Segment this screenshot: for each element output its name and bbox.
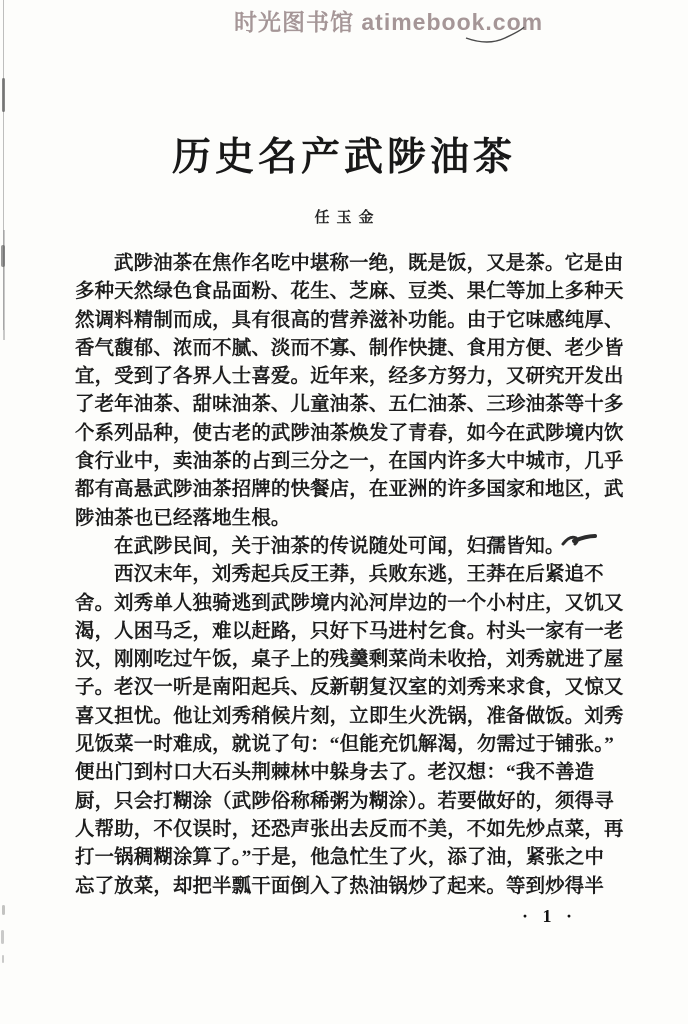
text-line: 多种天然绿色食品面粉、花生、芝麻、豆类、果仁等加上多种天 — [75, 281, 624, 303]
text-line: 在武陟民间，关于油茶的传说随处可闻，妇孺皆知。 — [114, 535, 565, 557]
text-line: 子。老汉一听是南阳起兵、反新朝复汉室的刘秀来求食，又惊又 — [75, 677, 624, 699]
text-line: 香气馥郁、浓而不腻、淡而不寡、制作快捷、食用方便、老少皆 — [75, 337, 624, 359]
text-line: 打一锅稠糊涂算了。”于是，他急忙生了火，添了油，紧张之中 — [75, 847, 605, 869]
text-line: 忘了放菜，却把半瓢干面倒入了热油锅炒了起来。等到炒得半 — [75, 875, 604, 897]
text-line: 食行业中，卖油茶的占到三分之一，在国内许多大中城市，几乎 — [75, 451, 624, 473]
scan-blot — [2, 905, 5, 915]
text-line: 陟油茶也已经落地生根。 — [75, 507, 291, 529]
text-line: 喜又担忧。他让刘秀稍候片刻，立即生火洗锅，准备做饭。刘秀 — [75, 705, 624, 727]
text-line: 了老年油茶、甜味油茶、儿童油茶、五仁油茶、三珍油茶等十多 — [75, 394, 624, 416]
page-number: · 1 · — [522, 906, 578, 926]
text-line: 汉，刚刚吃过午饭，桌子上的残羹剩菜尚未收拾，刘秀就进了屋 — [75, 649, 624, 671]
text-line: 然调料精制而成，具有很高的营养滋补功能。由于它味感纯厚、 — [75, 309, 624, 331]
article-author: 任玉金 — [314, 210, 381, 226]
scan-blot — [1, 930, 4, 944]
scan-blot — [2, 955, 4, 963]
text-line: 舍。刘秀单人独骑逃到武陟境内沁河岸边的一个小村庄，又饥又 — [75, 592, 624, 614]
text-line: 西汉末年，刘秀起兵反王莽，兵败东逃，王莽在后紧追不 — [114, 564, 604, 586]
text-line: 宜，受到了各界人士喜爱。近年来，经多方努力，又研究开发出 — [75, 366, 624, 388]
text-line: 见饭菜一时难成，就说了句：“但能充饥解渴，勿需过于铺张。” — [75, 734, 615, 756]
text-line: 都有高悬武陟油茶招牌的快餐店，在亚洲的许多国家和地区，武 — [75, 479, 624, 501]
text-line: 武陟油茶在焦作名吃中堪称一绝，既是饭，又是茶。它是由 — [114, 253, 624, 274]
scan-blot — [1, 245, 5, 267]
article-body — [75, 250, 635, 901]
text-line: 渴，人困马乏，难以赶路，只好下马进村乞食。村头一家有一老 — [75, 620, 624, 642]
article-title: 历史名产武陟油茶 — [171, 136, 516, 179]
scan-blot — [2, 78, 5, 112]
watermark-text: 时光图书馆 atimebook.com — [234, 9, 544, 35]
text-line: 人帮助，不仅误时，还恐声张出去反而不美，不如先炒点菜，再 — [75, 818, 624, 840]
text-line: 个系列品种，使古老的武陟油茶焕发了青春，如今在武陟境内饮 — [75, 422, 624, 444]
text-line: 厨，只会打糊涂（武陟俗称稀粥为糊涂）。若要做好的，须得寻 — [75, 790, 614, 812]
text-line: 便出门到村口大石头荆棘林中躲身去了。老汉想：“我不善造 — [75, 762, 595, 784]
